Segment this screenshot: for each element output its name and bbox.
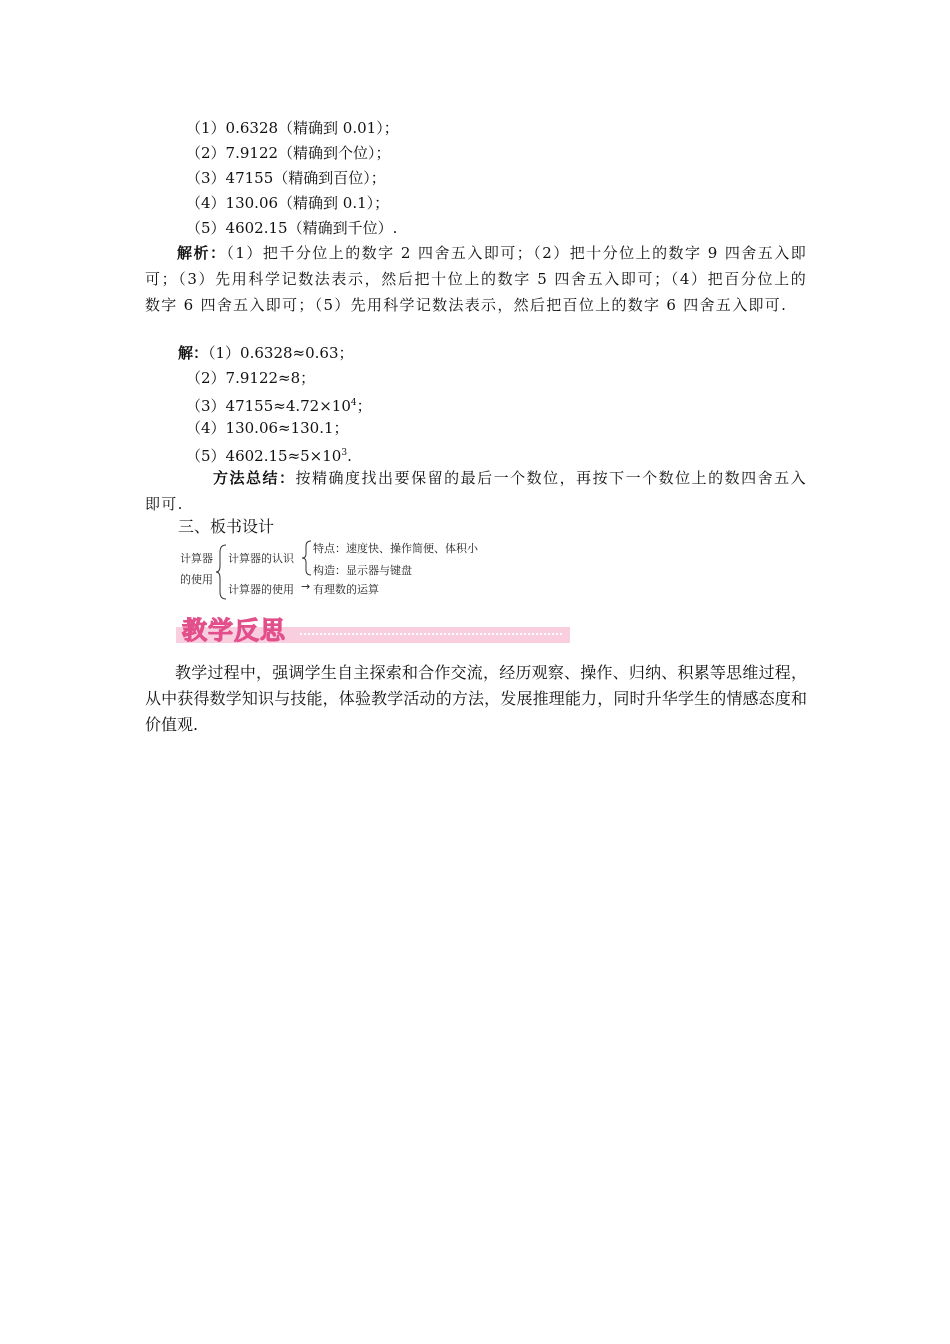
solution-line-2: （2）7.9122≈8； [186, 369, 316, 387]
solution-line-1 [178, 343, 354, 363]
branch-brace [302, 540, 312, 576]
question-1: （1）0.6328（精确到 0.01）； [186, 119, 399, 137]
board-leaf1: 特点：速度快、操作简便、体积小 [313, 542, 478, 555]
solution-tail-3: ； [356, 397, 372, 415]
board-leaf3: 有理数的运算 [313, 583, 379, 596]
board-heading: 三、板书设计 [178, 517, 275, 536]
board-root-line2: 的使用 [180, 573, 213, 586]
question-5: （5）4602.15（精确到千位）. [186, 219, 398, 237]
solution-line-3 [186, 393, 372, 416]
reflection-title: 教学反思 [182, 616, 287, 645]
exponent-5: 3 [341, 448, 348, 458]
method-text: 按精确度找出要保留的最后一个数位，再按下一个数位上的数四舍五入即可. [145, 469, 807, 513]
method-summary [145, 465, 807, 517]
board-branch1: 计算器的认识 [228, 552, 294, 565]
board-branch2: 计算器的使用 [228, 583, 294, 596]
solution-tail-5: . [347, 447, 352, 465]
banner-dots [300, 633, 562, 635]
question-4: （4）130.06（精确到 0.1）； [186, 194, 390, 212]
analysis-paragraph [145, 240, 807, 318]
question-3: （3）47155（精确到百位）； [186, 169, 386, 187]
solution-text-5: （5）4602.15≈5×10 [186, 447, 342, 465]
exponent-3: 4 [350, 398, 357, 408]
solution-label: 解： [178, 344, 209, 362]
board-root-line1: 计算器 [180, 552, 213, 565]
board-leaf2: 构造：显示器与键盘 [313, 564, 412, 577]
solution-line-5 [186, 443, 352, 466]
solution-line-4: （4）130.06≈130.1； [186, 419, 349, 437]
question-2: （2）7.9122（精确到个位）； [186, 144, 391, 162]
reflection-text: 教学过程中，强调学生自主探索和合作交流，经历观察、操作、归纳、积累等思维过程，从中获得数学知识与技能，体验教学活动的方法，发展推理能力，同时升华学生的情感态度和价值观. [145, 663, 807, 734]
board-diagram [180, 538, 510, 602]
analysis-label: 解析： [177, 244, 227, 262]
solution-text-3: （3）47155≈4.72×10 [186, 397, 351, 415]
solution-text-1: （1）0.6328≈0.63； [208, 344, 354, 362]
analysis-text: （1）把千分位上的数字 2 四舍五入即可；（2）把十分位上的数字 9 四舍五入即可；（3）先用科学记数法表示，然后把十位上的数字 5 四舍五入即可；（4）把百分位上的数字 6 四舍五入即可；（5）先用科学记数法表示，然后把百位上的数字 6 四舍五入即可. [145, 244, 808, 314]
arrow-icon: → [301, 580, 311, 593]
reflection-banner [176, 611, 570, 645]
method-label: 方法总结： [213, 469, 296, 487]
root-brace [216, 544, 228, 600]
